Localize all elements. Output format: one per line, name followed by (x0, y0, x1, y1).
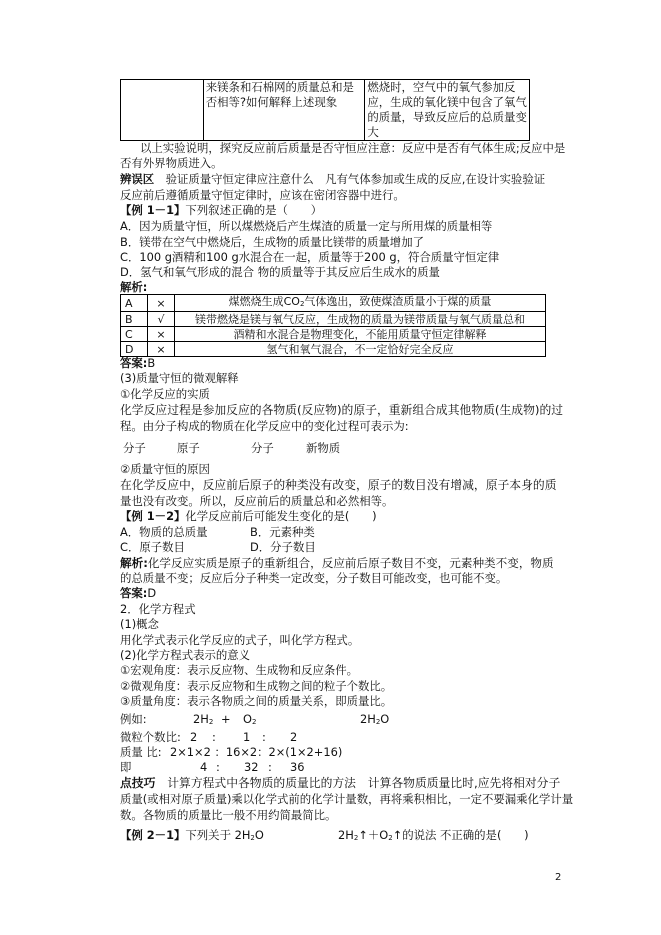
meaning-macro: ①宏观角度：表示反应物、生成物和反应条件。 (120, 663, 359, 677)
example-question-tail: $2H_2↑+O_2↑$的说法 不正确的是( ) (338, 828, 529, 842)
table-cell-explanation: 镁带燃烧是镁与氧气反应，生成物的质量为镁带质量与氧气质量总和 (175, 312, 546, 327)
table-cell-mark: × (148, 327, 175, 342)
answer-label: 答案: (120, 356, 148, 370)
analysis-line (120, 556, 554, 571)
option-d: D．氢气和氧气形成的混合 物的质量等于其反应后生成水的质量 (120, 265, 440, 279)
equation-plus: + (221, 712, 231, 726)
flow-item: 原子 (177, 441, 200, 455)
example-stem (120, 203, 322, 218)
paragraph-line: 在化学反应中，反应前后原子的种类没有改变，原子的数目没有增减，原子本身的质 (120, 478, 557, 492)
flow-item: 新物质 (306, 441, 341, 455)
section-heading: 2．化学方程式 (120, 602, 196, 616)
subheading: ①化学反应的实质 (120, 387, 210, 401)
ji-value: 32 (244, 760, 259, 774)
paragraph-line: 否有外界物质进入。 (120, 156, 223, 170)
table-cell-option: B (121, 312, 148, 327)
page-number: 2 (555, 872, 562, 883)
example-label: 【例 2－1】 (120, 828, 186, 842)
ji-sep: : (216, 760, 220, 774)
subheading: (2)化学方程式表示的意义 (120, 648, 251, 662)
tip-text: 计算方程式中各物质的质量比的方法 计算各物质质量比时,应先将相对分子 (167, 776, 561, 790)
option-a: A．因为质量守恒，所以煤燃烧后产生煤渣的质量一定与所用煤的质量相等 (120, 219, 493, 233)
paragraph-line: 量也没有改变。所以，反应前后的质量总和必然相等。 (120, 494, 394, 508)
analysis-label: 解析: (120, 556, 148, 570)
tip-line: 质量(或相对原子质量)乘以化学式前的化学计量数，再将乘积相比，一定不要漏乘化学计量 (120, 792, 574, 806)
paragraph-line: 程。由分子构成的物质在化学反应中的变化过程可表示为: (120, 419, 409, 433)
meaning-mass: ③质量角度：表示各物质之间的质量关系，即质量比。 (120, 694, 393, 708)
example-question: 下列关于 2H (185, 828, 251, 842)
tip-label: 点技巧 (120, 776, 156, 790)
example-label: 【例 1－2】 (120, 509, 186, 523)
analysis-label: 解析: (120, 280, 148, 294)
table-cell-explanation: 氢气和氧气混合，不一定恰好完全反应 (175, 342, 546, 357)
ji-value: 4 (200, 760, 208, 774)
table-cell-answer: 燃烧时，空气中的氧气参加反应，生成的氧化镁中包含了氧气的质量，导致反应后的总质量变大 (365, 80, 530, 141)
option-b: B．元素种类 (250, 525, 315, 539)
flow-item: 分子 (251, 441, 274, 455)
ji-value: 36 (290, 760, 305, 774)
table-row (121, 327, 546, 342)
experiment-table (120, 79, 530, 141)
example-question: 下列叙述正确的是（ ） (185, 203, 323, 217)
flow-item: 分子 (123, 441, 146, 455)
tip-line (120, 776, 560, 791)
trap-line: 反应前后遵循质量守恒定律时，应该在密闭容器中进行。 (120, 188, 405, 202)
trap-text: 验证质量守恒定律应注意什么 凡有气体参加或生成的反应,在设计实验验证 (165, 172, 546, 186)
mass-expression: 2×1×2 ：16×2：2×(1×2+16) (170, 745, 343, 759)
table-cell-explanation: 煤燃烧生成$CO_2$气体逸出，致使煤渣质量小于煤的质量 (175, 295, 546, 312)
answer-label: 答案: (120, 586, 148, 600)
trap-line (120, 172, 545, 187)
table-cell-option: C (121, 327, 148, 342)
answer-line (120, 586, 156, 601)
table-cell-question: 来镁条和石棉网的质量总和是否相等?如何解释上述现象 (203, 80, 365, 141)
ratio-sep: : (212, 730, 216, 744)
ji-sep: : (268, 760, 272, 774)
equation-reactant-1: $2H_2$ (193, 712, 214, 726)
ratio-value: 1 (243, 730, 251, 744)
analysis-table (120, 294, 546, 357)
ji-label: 即 (120, 760, 132, 774)
table-cell-mark: × (148, 342, 175, 357)
analysis-line: 的总质量不变；反应后分子种类一定改变，分子数目可能改变，也可能不变。 (120, 571, 508, 585)
subheading: ②质量守恒的原因 (120, 462, 210, 476)
subheading: (1)概念 (120, 617, 159, 631)
ratio-value: 2 (190, 730, 198, 744)
table-cell-mark: × (148, 295, 175, 312)
table-cell-option: A (121, 295, 148, 312)
option-b: B．镁带在空气中燃烧后，生成物的质量比镁带的质量增加了 (120, 235, 424, 249)
example-stem (120, 509, 377, 524)
option-a: A．物质的总质量 (120, 525, 208, 539)
option-c: C．100 g酒精和100 g水混合在一起，质量等于200 g，符合质量守恒定律 (120, 250, 500, 264)
table-row (121, 312, 546, 327)
tip-line: 数。各物质的质量比一般不用约简最简比。 (120, 808, 337, 822)
ratio-value: 2 (290, 730, 298, 744)
meaning-micro: ②微观角度：表示反应物和生成物之间的粒子个数比。 (120, 679, 393, 693)
ratio-label: 微粒个数比: (120, 730, 181, 744)
answer-value: B (147, 356, 156, 370)
paragraph-line: 用化学式表示化学反应的式子，叫化学方程式。 (120, 633, 360, 647)
example-label: 例如: (120, 712, 147, 726)
option-d: D．分子数目 (250, 540, 316, 554)
section-heading: (3)质量守恒的微观解释 (120, 371, 239, 385)
analysis-text: 化学反应实质是原子的重新组合，反应前后原子数目不变，元素种类不变，物质 (147, 556, 554, 570)
equation-product: $2H_2O$ (360, 712, 390, 726)
equation-reactant-2: $O_2$ (243, 712, 257, 726)
table-cell-explanation: 酒精和水混合是物理变化，不能用质量守恒定律解释 (175, 327, 546, 342)
trap-label: 辨误区 (120, 172, 155, 186)
option-c: C．原子数目 (120, 540, 185, 554)
example-label: 【例 1－1】 (120, 203, 186, 217)
example-question: 化学反应前后可能发生变化的是( ) (185, 509, 377, 523)
paragraph-line: 以上实验说明，探究反应前后质量是否守恒应注意：反应中是否有气体生成;反应中是 (140, 141, 566, 155)
answer-value: D (147, 586, 157, 600)
table-row (121, 295, 546, 312)
paragraph-line: 化学反应过程是参加反应的各物质(反应物)的原子，重新组合成其他物质(生成物)的过 (120, 403, 564, 417)
table-cell-mark: √ (148, 312, 175, 327)
answer-line (120, 356, 155, 371)
table-cell-option: D (121, 342, 148, 357)
ratio-sep: : (262, 730, 266, 744)
mass-label: 质量 比: (120, 745, 162, 759)
table-cell-empty (121, 80, 204, 141)
table-row (121, 342, 546, 357)
example-stem: 【例 2－1】下列关于 $2H_2O$ (120, 828, 264, 842)
